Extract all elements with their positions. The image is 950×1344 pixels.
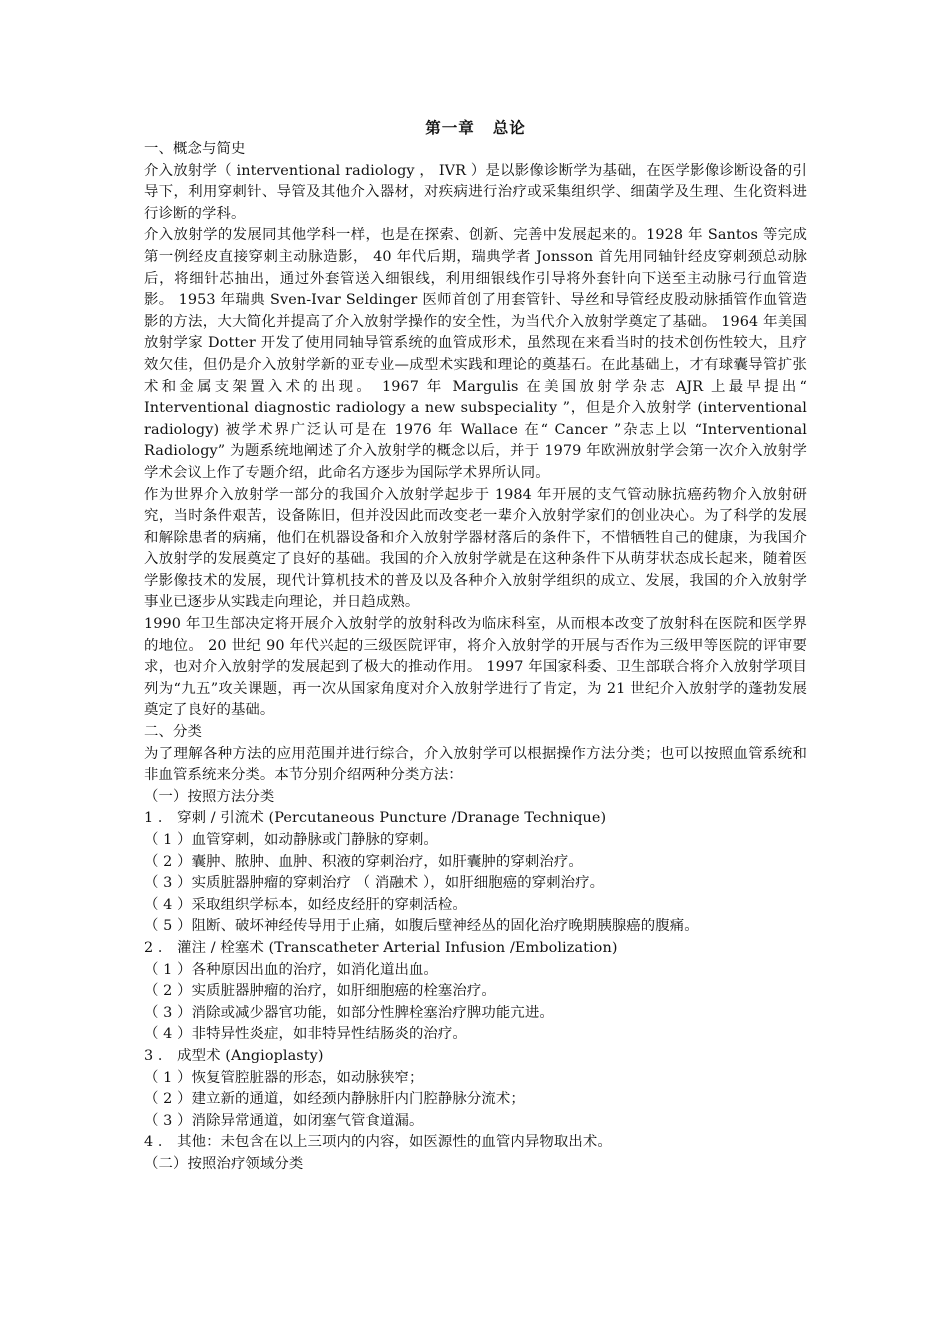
chapter-title [144,117,807,139]
method-2-title: 2 ． 灌注 / 栓塞术 (Transcatheter Arterial Infusion /Embolization) [144,939,618,956]
list-item: （ 2 ）实质脏器肿瘤的治疗，如肝细胞癌的栓塞治疗。 [144,983,496,1000]
method-4-title: 4 ． 其他：未包含在以上三项内的内容，如医源性的血管内异物取出术。 [144,1134,612,1151]
paragraph-history-china: 作为世界介入放射学一部分的我国介入放射学起步于 1984 年开展的支气管动脉抗癌药物介入放射研究，当时条件艰苦，设备陈旧，但并没因此而改变老一辈介入放射学家们的创业决心。为了科学的发展和解除患者的病痛，他们在机器设备和介入放射学器材落后的条件下，不惜牺牲自己的健康，为我国介入放射学的发展奠定了良好的基础。我国的介入放射学就是在这种条件下从萌芽状态成长起来，随着医学影像技术的发展，现代计算机技术的普及以及各种介入放射学组织的成立、发展，我国的介入放射学事业已逐步从实践走向理论，并日趋成熟。 [144,486,807,611]
paragraph-history-international: 介入放射学的发展同其他学科一样，也是在探索、创新、完善中发展起来的。1928 年 Santos 等完成第一例经皮直接穿刺主动脉造影， 40 年代后期，瑞典学者 Jonsson 首先用同轴针经皮穿刺颈总动脉后，将细针芯抽出，通过外套管送入细银线，利用细银线作引导将外套针向下送至主动脉弓行血管造影。 1953 年瑞典 Sven-Ivar Seldinger 医师首创了用套管针、导丝和导管经皮股动脉插管作血管造影的方法，大大简化并提高了介入放射学操作的安全性，为当代介入放射学奠定了基础。 1964 年美国放射学家 Dotter 开发了使用同轴导管系统的血管成形术，虽然现在来看当时的技术创伤性较大，且疗效欠佳，但仍是介入放射学新的亚专业—成型术实践和理论的奠基石。在此基础上，才有球囊导管扩张术和金属支架置入术的出现。 1967 年 Margulis 在美国放射学杂志 AJR 上最早提出“ Interventional diagnostic radiology a new subspeciality ”，但是介入放射学 (interventional radiology) 被学术界广泛认可是在 1976 年 Wallace 在“ Cancer ”杂志上以 “Interventional Radiology” 为题系统地阐述了介入放射学的概念以后，并于 1979 年欧洲放射学会第一次介入放射学学术会议上作了专题介绍，此命名方逐步为国际学术界所认同。 [144,227,807,481]
document-page [144,112,807,1176]
list-item: （ 3 ）消除或减少器官功能，如部分性脾栓塞治疗脾功能亢进。 [144,1004,554,1021]
section-heading-concept-history: 一、概念与简史 [144,141,246,157]
list-item: （ 4 ）采取组织学标本，如经皮经肝的穿刺活检。 [144,896,467,913]
list-item: （ 1 ）各种原因出血的治疗，如消化道出血。 [144,961,438,978]
subheading-by-treatment-field: （二）按照治疗领域分类 [144,1155,304,1172]
section-heading-classification: 二、分类 [144,724,202,741]
list-item: （ 1 ）血管穿刺，如动静脉或门静脉的穿刺。 [144,832,438,848]
subheading-by-method: （一）按照方法分类 [144,788,275,805]
method-3-title: 3 ． 成型术 (Angioplasty) [144,1047,324,1064]
list-item: （ 3 ）消除异常通道，如闭塞气管食道漏。 [144,1112,424,1129]
chapter-number: 第一章 [425,118,475,137]
method-1-title: 1 ． 穿刺 / 引流术 (Percutaneous Puncture /Dranage Technique) [144,810,607,827]
list-item: （ 3 ）实质脏器肿瘤的穿刺治疗 （ 消融术 ），如肝细胞癌的穿刺治疗。 [144,875,605,892]
list-item: （ 2 ）建立新的通道，如经颈内静脉肝内门腔静脉分流术； [144,1091,525,1108]
list-item: （ 2 ）囊肿、脓肿、血肿、积液的穿刺治疗，如肝囊肿的穿刺治疗。 [144,853,583,870]
paragraph-classification-intro: 为了理解各种方法的应用范围并进行综合，介入放射学可以根据操作方法分类；也可以按照血管系统和非血管系统来分类。本节分别介绍两种分类方法： [144,745,807,784]
paragraph-history-policy: 1990 年卫生部决定将开展介入放射学的放射科改为临床科室，从而根本改变了放射科在医院和医学界的地位。 20 世纪 90 年代兴起的三级医院评审，将介入放射学的开展与否作为三级甲等医院的评审要求，也对介入放射学的发展起到了极大的推动作用。 1997 年国家科委、卫生部联合将介入放射学项目列为“九五”攻关课题，再一次从国家角度对介入放射学进行了肯定，为 21 世纪介入放射学的蓬勃发展奠定了良好的基础。 [144,616,807,719]
list-item: （ 1 ）恢复管腔脏器的形态，如动脉狭窄； [144,1069,424,1086]
list-item: （ 4 ）非特异性炎症，如非特异性结肠炎的治疗。 [144,1026,467,1043]
chapter-topic: 总论 [492,118,526,137]
paragraph-definition: 介入放射学（ interventional radiology ， IVR ）是以影像诊断学为基础，在医学影像诊断设备的引导下，利用穿刺针、导管及其他介入器材，对疾病进行治疗或采集组织学、细菌学及生理、生化资料进行诊断的学科。 [144,162,807,222]
list-item: （ 5 ）阻断、破坏神经传导用于止痛，如腹后壁神经丛的固化治疗晚期胰腺癌的腹痛。 [144,918,699,935]
